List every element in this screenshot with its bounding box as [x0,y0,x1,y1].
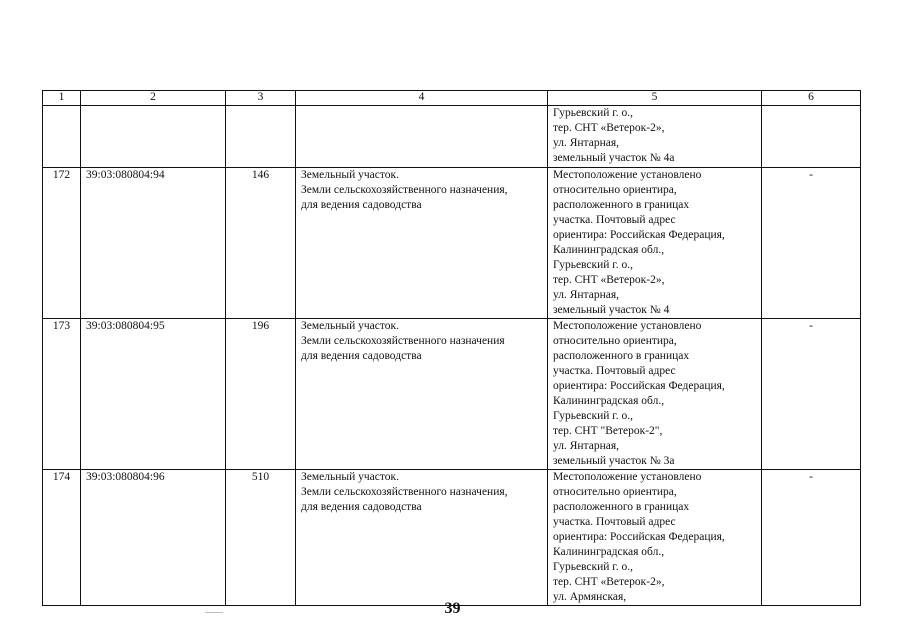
description-line: для ведения садоводства [301,501,422,513]
column-header: 4 [296,91,548,106]
location-line: Гурьевский г. о., [553,561,633,573]
area-value: 510 [226,470,296,606]
column-header: 6 [762,91,861,106]
table-row [43,168,861,319]
location-cell [548,319,762,470]
cadastral-number: 39:03:080804:96 [81,470,226,606]
land-plot-registry-table [42,90,861,606]
location-line: участка. Почтовый адрес [553,516,676,528]
cadastral-number: 39:03:080804:95 [81,319,226,470]
location-line: земельный участок № 4 [553,304,670,316]
location-line: ориентира: Российская Федерация, [553,380,725,392]
location-line: относительно ориентира, [553,184,677,196]
description-line: Земельный участок. [301,169,399,181]
empty-cell [762,106,861,168]
cadastral-number: 39:03:080804:94 [81,168,226,319]
area-value: 146 [226,168,296,319]
location-line: тер. СНТ "Ветерок-2", [553,425,663,437]
note-cell: - [762,168,861,319]
page-number: 39 [444,600,461,617]
location-line: ул. Армянская, [553,591,627,603]
empty-cell [81,106,226,168]
description-line: для ведения садоводства [301,350,422,362]
location-line: ориентира: Российская Федерация, [553,531,725,543]
location-cell [548,106,762,168]
column-number-row [43,91,861,106]
location-line: Местоположение установлено [553,169,702,181]
location-line: Калининградская обл., [553,546,665,558]
continuation-row [43,106,861,168]
area-value: 196 [226,319,296,470]
table-row [43,470,861,606]
location-line: ул. Янтарная, [553,289,620,301]
column-header: 3 [226,91,296,106]
location-line: Местоположение установлено [553,320,702,332]
row-number: 174 [43,470,81,606]
note-cell: - [762,319,861,470]
location-line: расположенного в границах [553,350,690,362]
description-line: Земли сельскохозяйственного назначения [301,335,505,347]
note-cell: - [762,470,861,606]
location-line: Гурьевский г. о., [553,107,633,119]
location-line: ул. Янтарная, [553,137,620,149]
location-line: Гурьевский г. о., [553,410,633,422]
location-line: относительно ориентира, [553,335,677,347]
empty-cell [296,106,548,168]
empty-cell [226,106,296,168]
empty-cell [43,106,81,168]
description-line: Земельный участок. [301,471,399,483]
location-cell [548,470,762,606]
description-line: Земли сельскохозяйственного назначения, [301,486,508,498]
row-number: 173 [43,319,81,470]
location-line: земельный участок № 4а [553,152,675,164]
location-line: Местоположение установлено [553,471,702,483]
column-header: 2 [81,91,226,106]
description-line: Земли сельскохозяйственного назначения, [301,184,508,196]
location-line: тер. СНТ «Ветерок-2», [553,122,665,134]
description-line: Земельный участок. [301,320,399,332]
location-cell [548,168,762,319]
column-header: 5 [548,91,762,106]
location-line: ул. Янтарная, [553,440,620,452]
description-cell [296,319,548,470]
location-line: Гурьевский г. о., [553,259,633,271]
location-line: участка. Почтовый адрес [553,365,676,377]
column-header: 1 [43,91,81,106]
location-line: относительно ориентира, [553,486,677,498]
location-line: земельный участок № 3а [553,455,675,467]
location-line: тер. СНТ «Ветерок-2», [553,274,665,286]
row-number: 172 [43,168,81,319]
location-line: ориентира: Российская Федерация, [553,229,725,241]
location-line: Калининградская обл., [553,244,665,256]
location-line: расположенного в границах [553,199,690,211]
description-line: для ведения садоводства [301,199,422,211]
location-line: тер. СНТ «Ветерок-2», [553,576,665,588]
location-line: Калининградская обл., [553,395,665,407]
description-cell [296,470,548,606]
location-line: участка. Почтовый адрес [553,214,676,226]
table-row [43,319,861,470]
location-line: расположенного в границах [553,501,690,513]
description-cell [296,168,548,319]
